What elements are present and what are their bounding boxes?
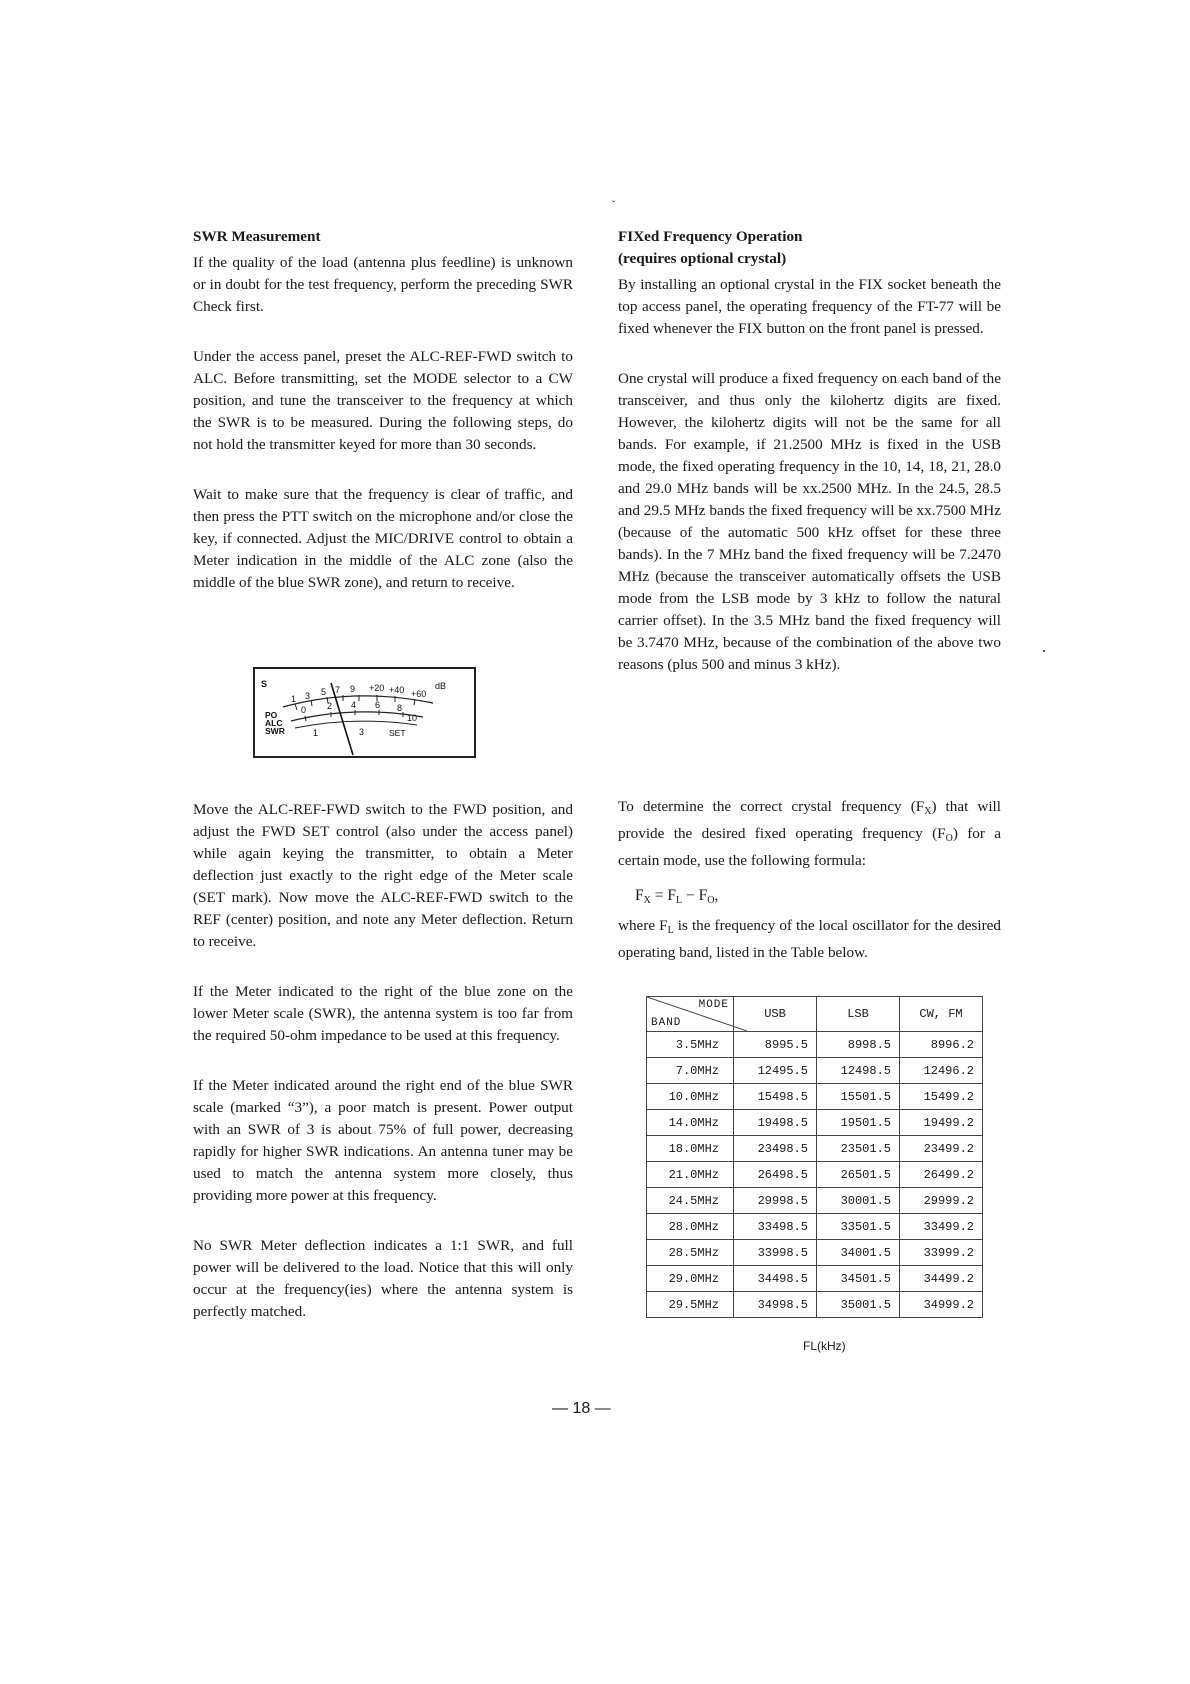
- frequency-cell: 15499.2: [900, 1084, 983, 1110]
- frequency-cell: 33999.2: [900, 1240, 983, 1266]
- table-row: [647, 1292, 983, 1318]
- band-cell: 29.0MHz: [647, 1266, 734, 1292]
- frequency-cell: 34498.5: [734, 1266, 817, 1292]
- meter-po-tick: 2: [327, 701, 333, 711]
- frequency-cell: 29999.2: [900, 1188, 983, 1214]
- frequency-cell: 26498.5: [734, 1162, 817, 1188]
- frequency-cell: 30001.5: [817, 1188, 900, 1214]
- frequency-cell: 35001.5: [817, 1292, 900, 1318]
- meter-po-label: PO: [265, 710, 278, 720]
- table-row: [647, 1266, 983, 1292]
- meter-illustration: [253, 667, 476, 758]
- swr-paragraph-4: Move the ALC-REF-FWD switch to the FWD position, and adjust the FWD SET control (also under the access panel) while again keying the transmitter, to obtain a Meter deflection just exactly to the right edge of the Meter scale (SET mark). Now move the ALC-REF-FWD switch to the REF (center) position, and note any Meter deflection. Return to receive.: [193, 801, 573, 950]
- frequency-cell: 26499.2: [900, 1162, 983, 1188]
- frequency-cell: 12496.2: [900, 1058, 983, 1084]
- column-header: CW, FM: [900, 997, 983, 1032]
- meter-po-tick: 6: [375, 700, 381, 710]
- table-row: [647, 1188, 983, 1214]
- crystal-formula: $F_X = F_L - F_O$,: [635, 887, 719, 906]
- meter-po-tick: 4: [351, 700, 357, 710]
- frequency-cell: 8998.5: [817, 1032, 900, 1058]
- table-row: [647, 1162, 983, 1188]
- frequency-cell: 15501.5: [817, 1084, 900, 1110]
- table-row: [647, 1032, 983, 1058]
- frequency-cell: 29998.5: [734, 1188, 817, 1214]
- left-column-lower: [193, 799, 573, 1323]
- band-cell: 10.0MHz: [647, 1084, 734, 1110]
- frequency-cell: 19498.5: [734, 1110, 817, 1136]
- table-row: [647, 1214, 983, 1240]
- table-row: [647, 1240, 983, 1266]
- right-column: [618, 226, 1001, 676]
- meter-s-tick: 5: [321, 687, 327, 697]
- meter-swr-tick: 1: [313, 728, 319, 738]
- fix-heading-line-2: (requires optional crystal): [618, 250, 787, 267]
- band-cell: 28.5MHz: [647, 1240, 734, 1266]
- swr-paragraph-2: Under the access panel, preset the ALC-REF-FWD switch to ALC. Before transmitting, set the MODE selector to a CW position, and tune the transceiver to the frequency at which the SWR is to be measured. During the following steps, do not hold the transmitter keyed for more than 30 seconds.: [193, 348, 573, 453]
- frequency-cell: 33998.5: [734, 1240, 817, 1266]
- meter-swr-tick: 3: [359, 727, 365, 737]
- frequency-cell: 26501.5: [817, 1162, 900, 1188]
- swr-paragraph-6: If the Meter indicated around the right end of the blue SWR scale (marked “3”), a poor match is present. Power output with an SWR of 3 is about 75% of full power, decreasing rapidly for higher SWR indications. An antenna tuner may be used to match the antenna system more closely, thus providing more power at this frequency.: [193, 1077, 573, 1204]
- meter-s-tick: +60: [411, 689, 427, 699]
- frequency-cell: 23499.2: [900, 1136, 983, 1162]
- frequency-cell: 34999.2: [900, 1292, 983, 1318]
- fix-paragraph-3: To determine the correct crystal frequency $(F_X)$ that will provide the desired fixed operating frequency $(F_O)$ for a certain mode, use the following formula:: [618, 798, 1002, 869]
- table-row: [647, 1058, 983, 1084]
- frequency-cell: 34501.5: [817, 1266, 900, 1292]
- frequency-cell: 33499.2: [900, 1214, 983, 1240]
- fix-paragraph-1: By installing an optional crystal in the FIX socket beneath the top access panel, the operating frequency of the FT-77 will be fixed whenever the FIX button on the front panel is pressed.: [618, 276, 1001, 337]
- meter-swr-label: SWR: [265, 726, 285, 736]
- swr-paragraph-3: Wait to make sure that the frequency is clear of traffic, and then press the PTT switch on the microphone and/or close the key, if connected. Adjust the MIC/DRIVE control to obtain a Meter indication in the middle of the ALC zone (also the middle of the blue SWR zone), and return to receive.: [193, 486, 573, 591]
- meter-db-label: dB: [435, 681, 447, 691]
- frequency-cell: 19499.2: [900, 1110, 983, 1136]
- scan-dot: [1043, 650, 1045, 652]
- table-body: [647, 1032, 983, 1318]
- swr-heading: SWR Measurement: [193, 228, 321, 245]
- column-header: LSB: [817, 997, 900, 1032]
- frequency-cell: 12498.5: [817, 1058, 900, 1084]
- table-row: [647, 1084, 983, 1110]
- swr-paragraph-1: If the quality of the load (antenna plus feedline) is unknown or in doubt for the test frequency, perform the preceding SWR Check first.: [193, 254, 573, 315]
- frequency-cell: 12495.5: [734, 1058, 817, 1084]
- frequency-cell: 19501.5: [817, 1110, 900, 1136]
- table-row: [647, 1136, 983, 1162]
- band-cell: 29.5MHz: [647, 1292, 734, 1318]
- frequency-cell: 33501.5: [817, 1214, 900, 1240]
- meter-s-label: S: [261, 679, 268, 689]
- meter-s-tick: 9: [350, 684, 356, 694]
- frequency-cell: 33498.5: [734, 1214, 817, 1240]
- swr-paragraph-7: No SWR Meter deflection indicates a 1:1 SWR, and full power will be delivered to the load. Notice that this will only occur at the frequency(ies) where the antenna system is perfectly matched.: [193, 1237, 573, 1320]
- local-oscillator-table: [646, 996, 983, 1318]
- band-cell: 28.0MHz: [647, 1214, 734, 1240]
- page-number: — 18 —: [552, 1400, 611, 1417]
- meter-s-tick: +40: [389, 685, 405, 695]
- meter-po-tick: 0: [301, 705, 307, 715]
- fix-paragraph-4: where $F_L$ is the frequency of the local oscillator for the desired operating band, listed in the Table below.: [618, 917, 1001, 961]
- band-cell: 14.0MHz: [647, 1110, 734, 1136]
- frequency-cell: 23498.5: [734, 1136, 817, 1162]
- meter-s-tick: +20: [369, 683, 385, 693]
- frequency-cell: 23501.5: [817, 1136, 900, 1162]
- fix-heading-line-1: FIXed Frequency Operation: [618, 228, 803, 245]
- meter-s-tick: 1: [291, 694, 297, 704]
- meter-s-tick: 7: [335, 685, 341, 695]
- band-cell: 3.5MHz: [647, 1032, 734, 1058]
- table-caption: FL(kHz): [803, 1339, 846, 1353]
- meter-alc-label: ALC: [265, 718, 283, 728]
- frequency-cell: 34998.5: [734, 1292, 817, 1318]
- frequency-cell: 34001.5: [817, 1240, 900, 1266]
- left-column: [193, 226, 573, 594]
- table-row: [647, 1110, 983, 1136]
- right-column-where: [618, 915, 1001, 964]
- meter-s-tick: 3: [305, 691, 311, 701]
- band-label: BAND: [651, 1017, 682, 1029]
- right-column-lower: [618, 796, 1001, 872]
- band-cell: 21.0MHz: [647, 1162, 734, 1188]
- scan-speck: ˇ: [612, 200, 616, 211]
- band-cell: 18.0MHz: [647, 1136, 734, 1162]
- column-header: USB: [734, 997, 817, 1032]
- meter-po-tick: 10: [407, 713, 418, 723]
- band-cell: 7.0MHz: [647, 1058, 734, 1084]
- swr-paragraph-5: If the Meter indicated to the right of the blue zone on the lower Meter scale (SWR), the antenna system is too far from the required 50-ohm impedance to be used at this frequency.: [193, 983, 573, 1044]
- meter-swr-tick: SET: [389, 728, 406, 738]
- fix-paragraph-2: One crystal will produce a fixed frequency on each band of the transceiver, and thus only the kilohertz digits are fixed. However, the kilohertz digits will not be the same for all bands. For example, if 21.2500 MHz is fixed in the USB mode, the fixed operating frequency in the 10, 14, 18, 21, 28.0 and 29.0 MHz bands will be xx.2500 MHz. In the 24.5, 28.5 and 29.5 MHz bands the fixed frequency will be xx.7500 MHz (because of the automatic 500 kHz offset for these three bands). In the 7 MHz band the fixed frequency will be 7.2470 MHz (because the transceiver automatically offsets the USB mode from the LSB mode by 3 kHz to follow the natural carrier offset). In the 3.5 MHz band the fixed frequency will be 3.7470 MHz, because of the combination of the above two reasons (plus 500 and minus 3 kHz).: [618, 370, 1001, 673]
- frequency-cell: 8995.5: [734, 1032, 817, 1058]
- meter-po-tick: 8: [397, 703, 403, 713]
- frequency-cell: 15498.5: [734, 1084, 817, 1110]
- frequency-cell: 8996.2: [900, 1032, 983, 1058]
- table-corner-header: [647, 997, 734, 1032]
- frequency-cell: 34499.2: [900, 1266, 983, 1292]
- mode-label: MODE: [698, 999, 729, 1011]
- band-cell: 24.5MHz: [647, 1188, 734, 1214]
